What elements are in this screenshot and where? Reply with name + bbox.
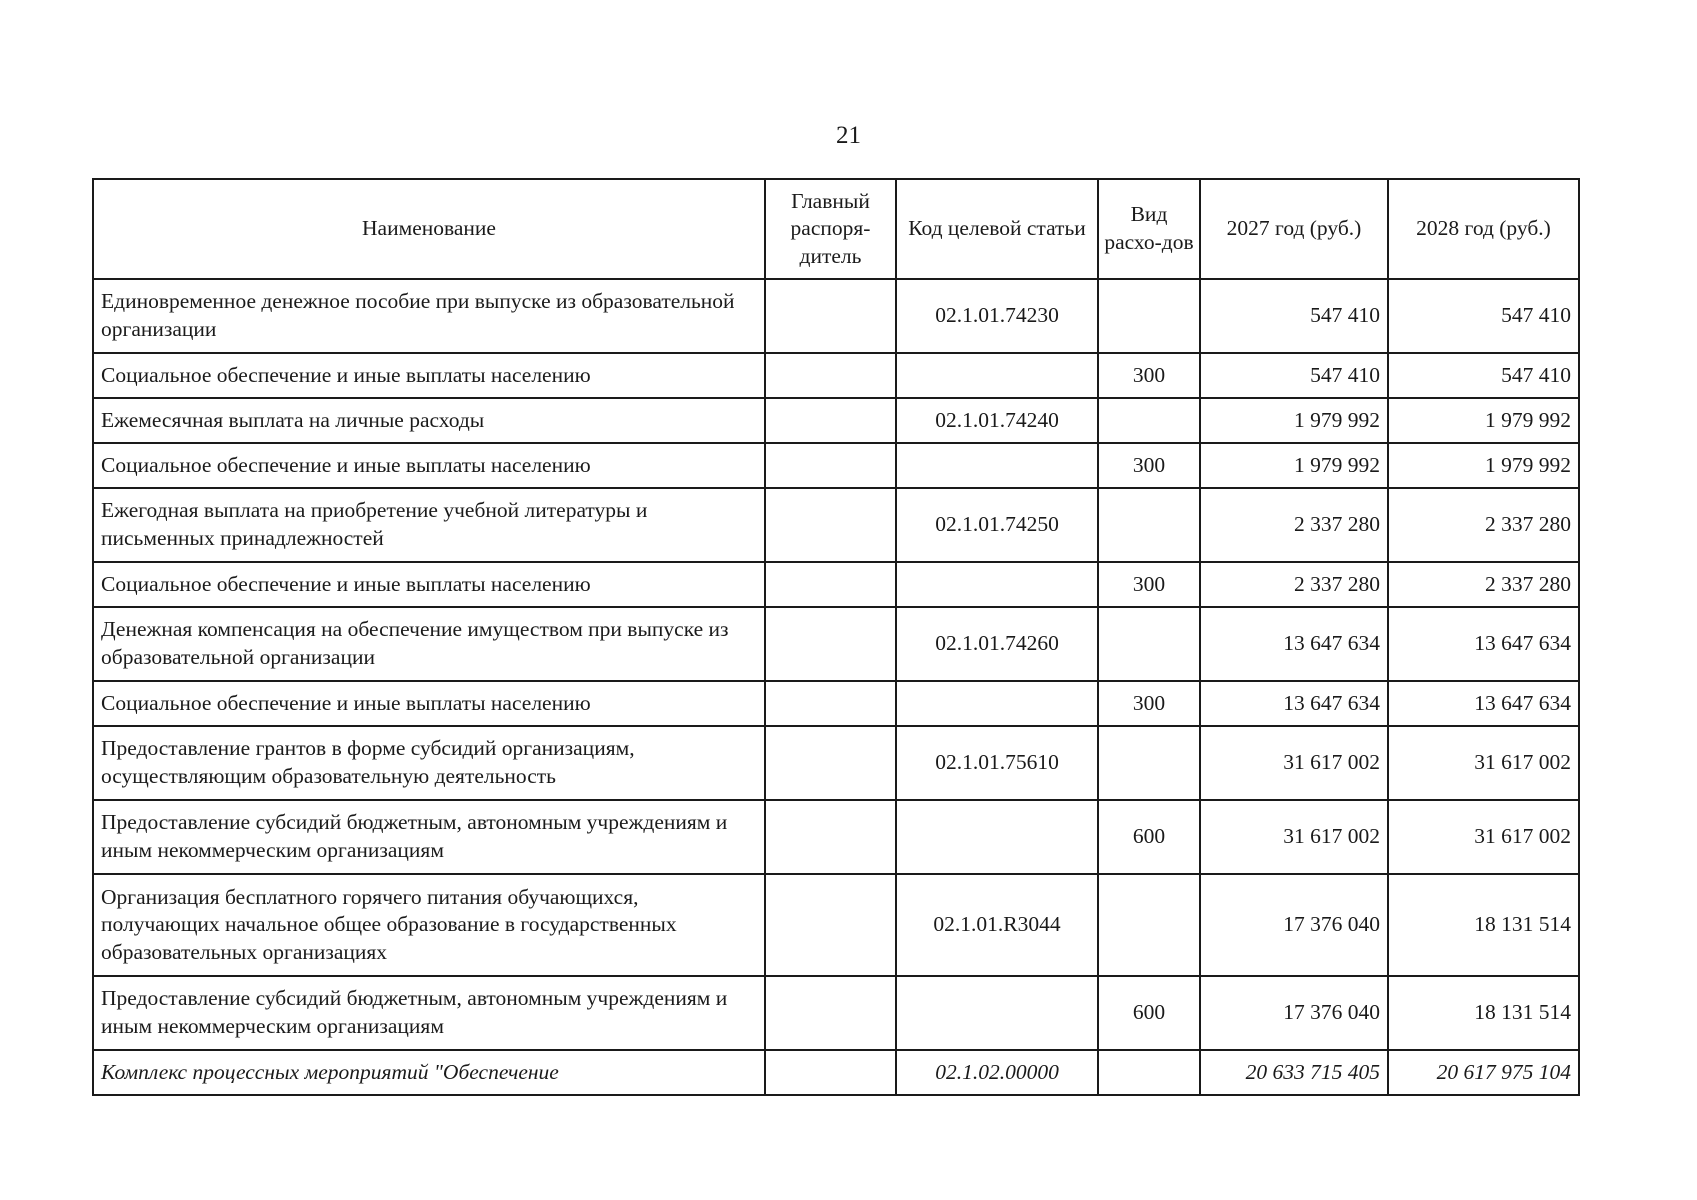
cell-code: 02.1.01.R3044 <box>896 874 1098 976</box>
table-row <box>93 279 1579 353</box>
table-row <box>93 398 1579 443</box>
cell-2027: 2 337 280 <box>1200 488 1388 562</box>
cell-manager <box>765 874 896 976</box>
cell-name: Предоставление грантов в форме субсидий организациям, осуществляющим образовательную деятельность <box>93 726 765 800</box>
table-row <box>93 488 1579 562</box>
page-number: 21 <box>836 122 861 149</box>
cell-manager <box>765 681 896 726</box>
cell-2027: 17 376 040 <box>1200 976 1388 1050</box>
header-name: Наименование <box>93 179 765 279</box>
cell-2028: 31 617 002 <box>1388 800 1579 874</box>
cell-type <box>1098 726 1200 800</box>
cell-2027: 2 337 280 <box>1200 562 1388 607</box>
header-2028: 2028 год (руб.) <box>1388 179 1579 279</box>
cell-code: 02.1.01.74230 <box>896 279 1098 353</box>
cell-code: 02.1.01.75610 <box>896 726 1098 800</box>
cell-manager <box>765 726 896 800</box>
cell-2028: 20 617 975 104 <box>1388 1050 1579 1095</box>
header-code: Код целевой статьи <box>896 179 1098 279</box>
cell-2027: 17 376 040 <box>1200 874 1388 976</box>
cell-type <box>1098 607 1200 681</box>
cell-code <box>896 976 1098 1050</box>
header-manager: Главный распоря-дитель <box>765 179 896 279</box>
cell-manager <box>765 279 896 353</box>
cell-2028: 18 131 514 <box>1388 874 1579 976</box>
cell-name: Комплекс процессных мероприятий "Обеспечение <box>93 1050 765 1095</box>
cell-2027: 547 410 <box>1200 279 1388 353</box>
cell-2028: 547 410 <box>1388 279 1579 353</box>
cell-code: 02.1.01.74250 <box>896 488 1098 562</box>
table-row <box>93 874 1579 976</box>
cell-manager <box>765 443 896 488</box>
table-row <box>93 443 1579 488</box>
table-body <box>93 279 1579 1095</box>
cell-type <box>1098 398 1200 443</box>
cell-code <box>896 353 1098 398</box>
cell-code <box>896 443 1098 488</box>
header-2027: 2027 год (руб.) <box>1200 179 1388 279</box>
cell-2028: 1 979 992 <box>1388 398 1579 443</box>
cell-2027: 31 617 002 <box>1200 726 1388 800</box>
cell-name: Социальное обеспечение и иные выплаты населению <box>93 353 765 398</box>
cell-manager <box>765 353 896 398</box>
cell-2028: 2 337 280 <box>1388 488 1579 562</box>
cell-2028: 2 337 280 <box>1388 562 1579 607</box>
cell-code <box>896 562 1098 607</box>
cell-manager <box>765 800 896 874</box>
cell-2027: 31 617 002 <box>1200 800 1388 874</box>
cell-type: 300 <box>1098 562 1200 607</box>
cell-2027: 547 410 <box>1200 353 1388 398</box>
table-row <box>93 562 1579 607</box>
cell-2027: 1 979 992 <box>1200 443 1388 488</box>
cell-name: Предоставление субсидий бюджетным, автономным учреждениям и иным некоммерческим организациям <box>93 976 765 1050</box>
cell-code: 02.1.02.00000 <box>896 1050 1098 1095</box>
cell-type: 600 <box>1098 976 1200 1050</box>
table-row <box>93 800 1579 874</box>
table-row <box>93 1050 1579 1095</box>
cell-code: 02.1.01.74240 <box>896 398 1098 443</box>
cell-type <box>1098 874 1200 976</box>
budget-table <box>92 178 1580 1096</box>
cell-name: Социальное обеспечение и иные выплаты населению <box>93 443 765 488</box>
table-row <box>93 726 1579 800</box>
cell-manager <box>765 488 896 562</box>
table-row <box>93 607 1579 681</box>
cell-code: 02.1.01.74260 <box>896 607 1098 681</box>
cell-manager <box>765 1050 896 1095</box>
cell-2028: 1 979 992 <box>1388 443 1579 488</box>
cell-name: Организация бесплатного горячего питания обучающихся, получающих начальное общее образование в государственных образовательных организациях <box>93 874 765 976</box>
cell-2028: 13 647 634 <box>1388 607 1579 681</box>
cell-code <box>896 681 1098 726</box>
cell-type: 300 <box>1098 681 1200 726</box>
cell-name: Единовременное денежное пособие при выпуске из образовательной организации <box>93 279 765 353</box>
cell-name: Ежегодная выплата на приобретение учебной литературы и письменных принадлежностей <box>93 488 765 562</box>
header-type: Вид расхо-дов <box>1098 179 1200 279</box>
cell-2027: 13 647 634 <box>1200 681 1388 726</box>
cell-manager <box>765 607 896 681</box>
cell-manager <box>765 398 896 443</box>
table-row <box>93 681 1579 726</box>
cell-type <box>1098 1050 1200 1095</box>
cell-2028: 31 617 002 <box>1388 726 1579 800</box>
table-row <box>93 353 1579 398</box>
cell-manager <box>765 976 896 1050</box>
cell-2027: 20 633 715 405 <box>1200 1050 1388 1095</box>
cell-type <box>1098 279 1200 353</box>
cell-name: Денежная компенсация на обеспечение имуществом при выпуске из образовательной организации <box>93 607 765 681</box>
cell-name: Социальное обеспечение и иные выплаты населению <box>93 681 765 726</box>
cell-type: 300 <box>1098 443 1200 488</box>
cell-2028: 18 131 514 <box>1388 976 1579 1050</box>
cell-name: Социальное обеспечение и иные выплаты населению <box>93 562 765 607</box>
table-header-row <box>93 179 1579 279</box>
cell-type: 600 <box>1098 800 1200 874</box>
cell-name: Предоставление субсидий бюджетным, автономным учреждениям и иным некоммерческим организациям <box>93 800 765 874</box>
cell-type <box>1098 488 1200 562</box>
cell-type: 300 <box>1098 353 1200 398</box>
cell-2028: 13 647 634 <box>1388 681 1579 726</box>
cell-manager <box>765 562 896 607</box>
cell-code <box>896 800 1098 874</box>
table-row <box>93 976 1579 1050</box>
cell-name: Ежемесячная выплата на личные расходы <box>93 398 765 443</box>
cell-2028: 547 410 <box>1388 353 1579 398</box>
cell-2027: 1 979 992 <box>1200 398 1388 443</box>
cell-2027: 13 647 634 <box>1200 607 1388 681</box>
